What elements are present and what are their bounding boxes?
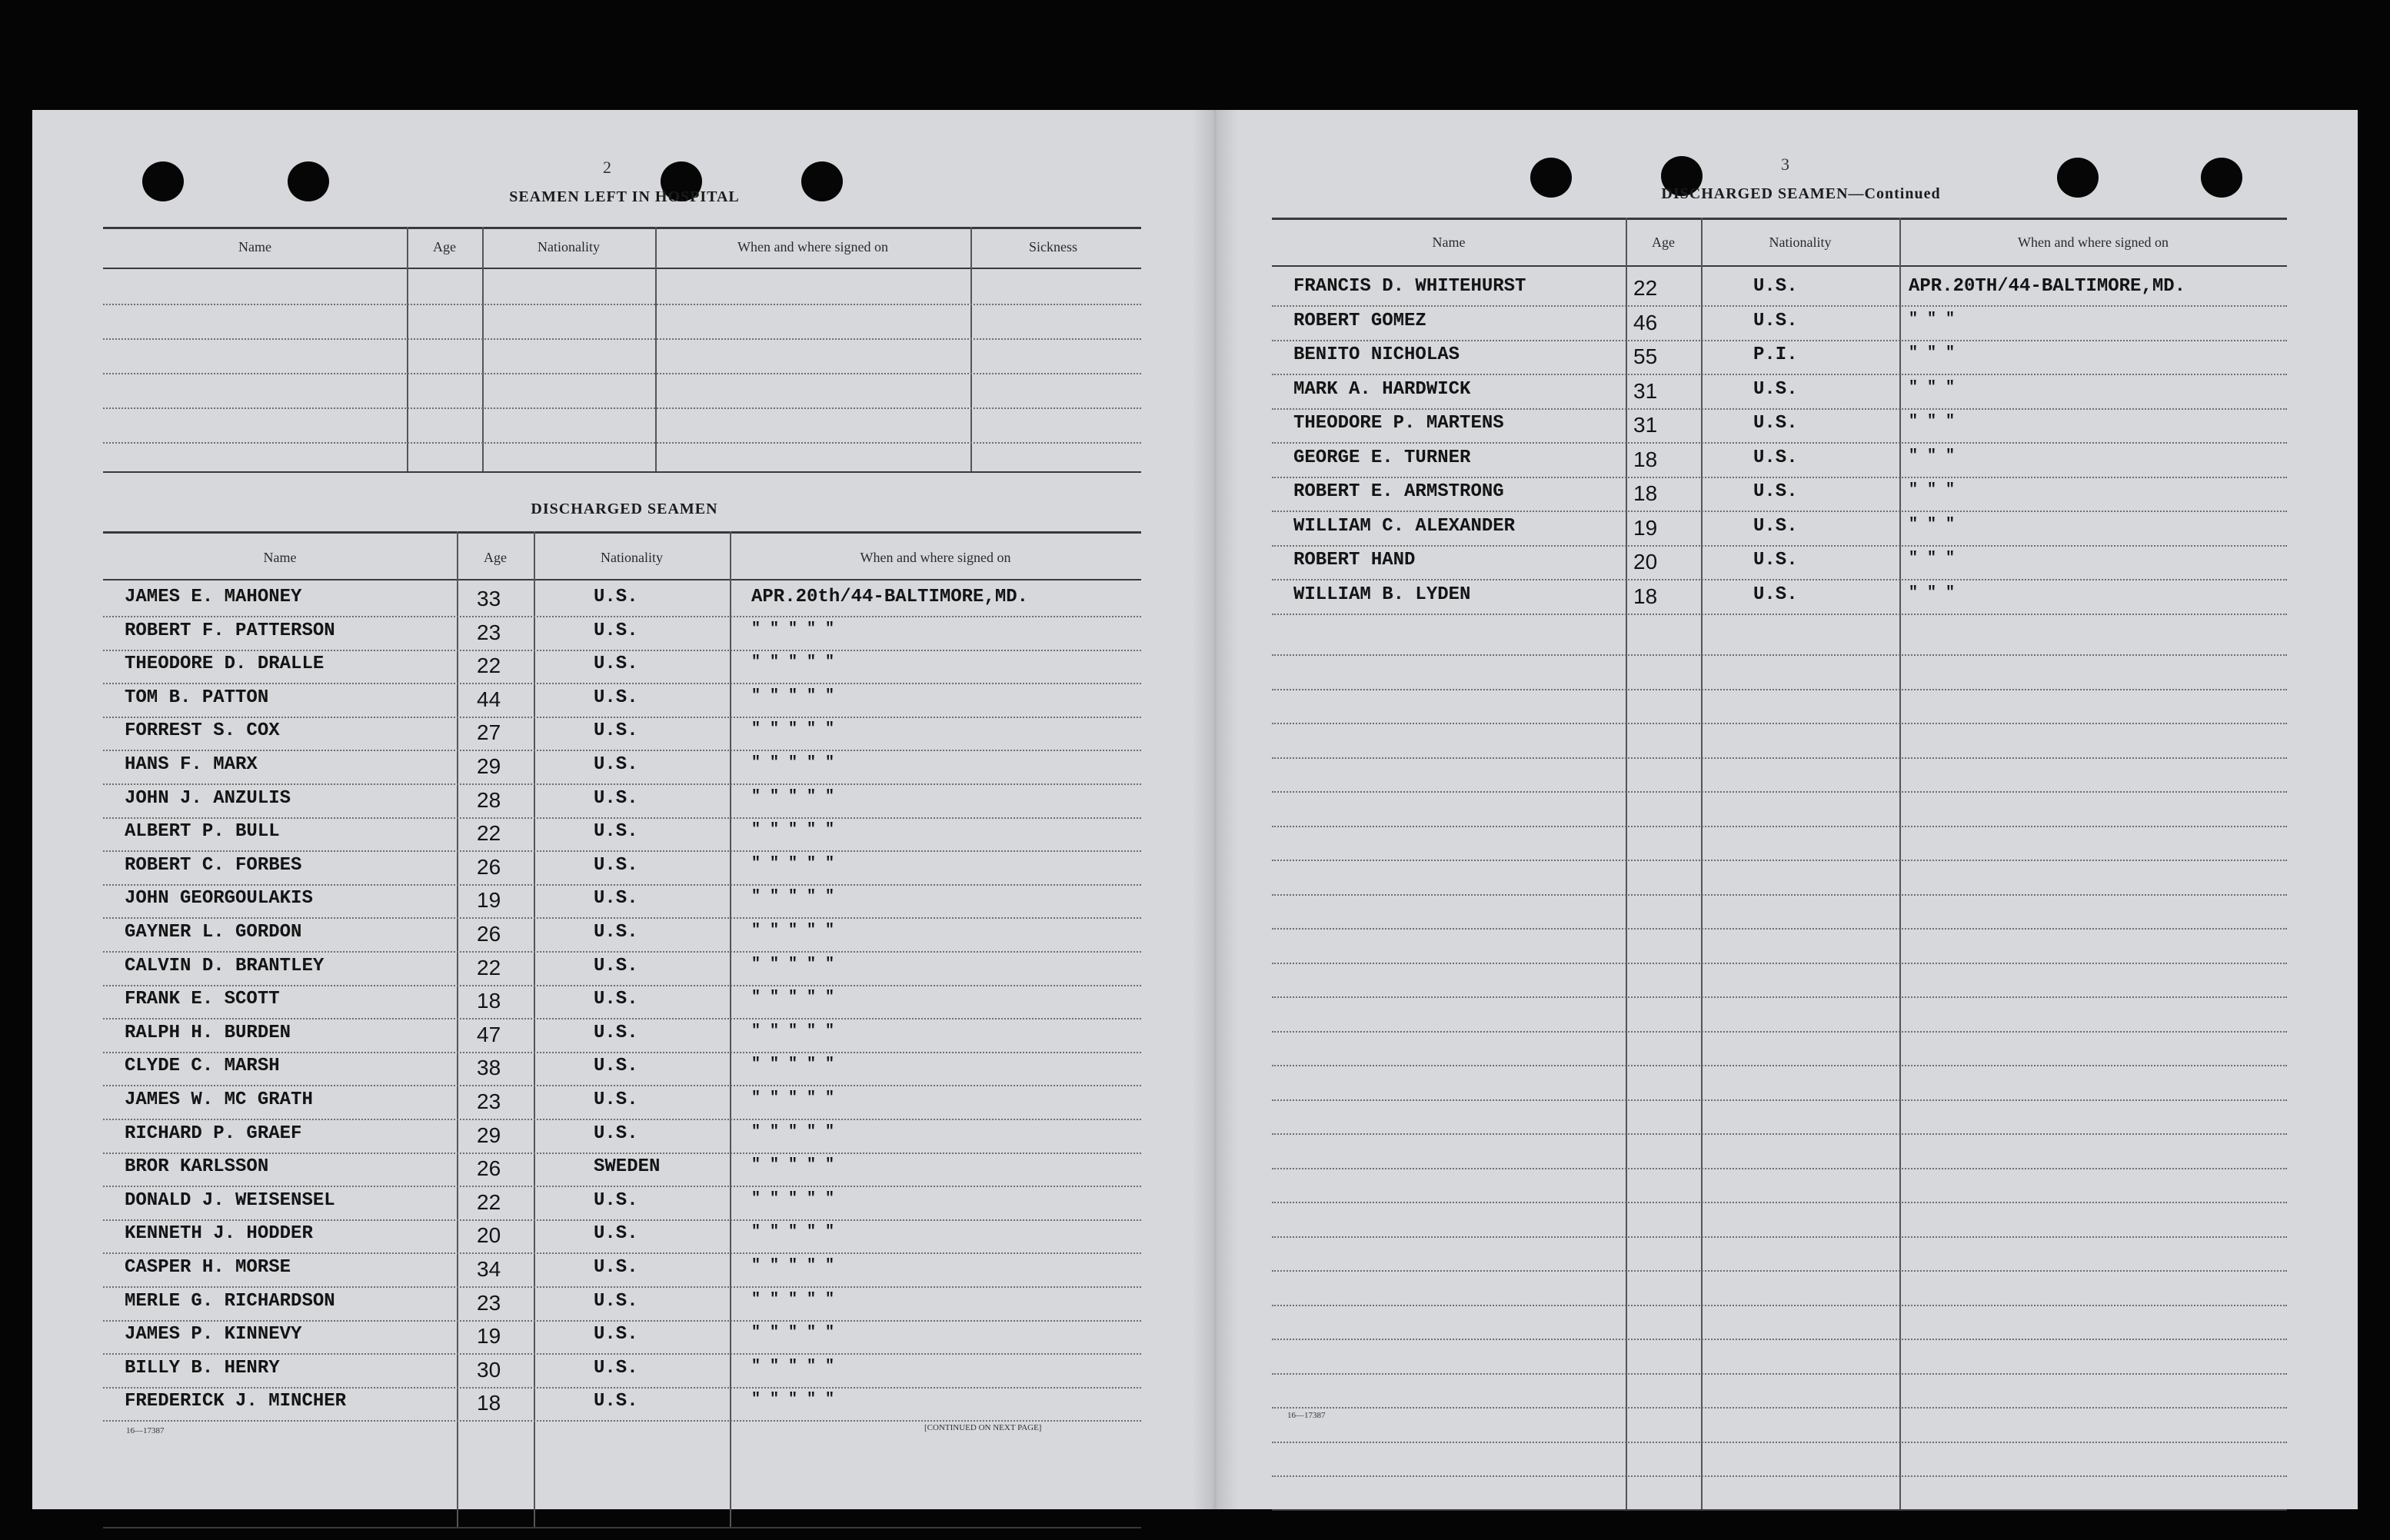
blank-row [1272, 1442, 2287, 1443]
seaman-nationality: U.S. [594, 587, 638, 607]
blank-row [1272, 1373, 2287, 1375]
seaman-age: 31 [1633, 413, 1658, 437]
signed-on: " " " " " [751, 1089, 835, 1107]
signed-on: " " " [1909, 447, 1956, 465]
signed-on: " " " " " [751, 922, 835, 940]
seaman-age: 22 [477, 1189, 501, 1214]
signed-on: " " " " " [751, 955, 835, 973]
seaman-age: 26 [477, 1156, 501, 1181]
seaman-nationality: U.S. [1753, 584, 1798, 605]
blank-row [1272, 826, 2287, 827]
seaman-nationality: U.S. [594, 787, 638, 809]
discharged-continued-title: DISCHARGED SEAMEN—Continued [1661, 185, 1941, 202]
discharged-section-title: DISCHARGED SEAMEN [531, 501, 718, 517]
column-divider [407, 227, 408, 471]
seaman-age: 44 [477, 687, 501, 711]
seaman-name: THEODORE P. MARTENS [1293, 413, 1504, 434]
seaman-nationality: U.S. [594, 854, 638, 876]
seaman-name: DONALD J. WEISENSEL [125, 1189, 335, 1211]
seaman-nationality: U.S. [594, 687, 638, 708]
seaman-age: 47 [477, 1022, 501, 1046]
blank-row [1272, 1305, 2287, 1306]
blank-row [1272, 1339, 2287, 1340]
blank-row [1272, 723, 2287, 724]
column-header-signed-on: When and where signed on [2018, 234, 2169, 250]
column-header-name: Name [238, 239, 271, 254]
seaman-name: FRANCIS D. WHITEHURST [1293, 276, 1526, 297]
table-row [1272, 614, 2287, 615]
seaman-age: 18 [477, 1391, 501, 1415]
signed-on: " " " [1909, 310, 1956, 328]
seaman-age: 20 [477, 1223, 501, 1248]
column-divider [1899, 218, 1901, 1509]
table-row [103, 917, 1141, 919]
header-rule [1272, 265, 2287, 267]
seaman-name: THEODORE D. DRALLE [125, 654, 325, 675]
seaman-nationality: U.S. [594, 1089, 638, 1110]
seaman-nationality: U.S. [594, 620, 638, 641]
form-number: 16—17387 [126, 1426, 165, 1435]
signed-on: " " " " " [751, 1189, 835, 1208]
seaman-name: CASPER H. MORSE [125, 1257, 291, 1278]
seaman-name: CALVIN D. BRANTLEY [125, 955, 325, 976]
signed-on: APR.20th/44-BALTIMORE,MD. [751, 587, 1029, 607]
table-row [103, 1219, 1141, 1221]
seaman-age: 19 [477, 888, 501, 913]
continued-note: [CONTINUED ON NEXT PAGE] [924, 1423, 1042, 1432]
table-row [103, 1320, 1141, 1322]
seaman-name: ROBERT HAND [1293, 550, 1416, 570]
seaman-nationality: U.S. [594, 1189, 638, 1211]
column-header-signed-on: When and where signed on [737, 239, 888, 254]
seaman-name: ALBERT P. BULL [125, 821, 280, 843]
seaman-name: WILLIAM C. ALEXANDER [1293, 515, 1516, 537]
seaman-name: HANS F. MARX [125, 754, 258, 775]
table-row [1272, 340, 2287, 341]
hospital-section-title: SEAMEN LEFT IN HOSPITAL [509, 188, 740, 205]
signed-on: " " " [1909, 550, 1956, 567]
signed-on: " " " " " [751, 1324, 835, 1342]
column-header-sickness: Sickness [1029, 239, 1077, 254]
table-top-rule [103, 531, 1141, 534]
signed-on: " " " " " [751, 1357, 835, 1375]
seaman-nationality: P.I. [1753, 344, 1798, 365]
signed-on: " " " " " [751, 989, 835, 1007]
signed-on: " " " " " [751, 1022, 835, 1040]
blank-row [1272, 963, 2287, 964]
form-number: 16—17387 [1287, 1411, 1326, 1420]
table-row [103, 1353, 1141, 1355]
table-row [103, 1387, 1141, 1389]
blank-row [1272, 1168, 2287, 1169]
entry-line [103, 373, 1141, 374]
seaman-name: RALPH H. BURDEN [125, 1022, 291, 1043]
signed-on: " " " " " [751, 787, 835, 806]
seaman-nationality: U.S. [594, 1257, 638, 1278]
seaman-name: CLYDE C. MARSH [125, 1056, 280, 1077]
signed-on: " " " [1909, 515, 1956, 534]
seaman-age: 22 [477, 955, 501, 980]
table-row [103, 1018, 1141, 1019]
seaman-name: FORREST S. COX [125, 720, 280, 742]
seaman-nationality: U.S. [594, 720, 638, 742]
seaman-age: 22 [477, 821, 501, 846]
seaman-age: 29 [477, 754, 501, 778]
seaman-nationality: U.S. [594, 1223, 638, 1245]
seaman-name: TOM B. PATTON [125, 687, 269, 708]
seaman-nationality: U.S. [1753, 276, 1798, 297]
signed-on: " " " " " [751, 1391, 835, 1409]
seaman-name: ROBERT C. FORBES [125, 854, 302, 876]
scanned-crew-list [32, 110, 2358, 1509]
column-divider [730, 531, 731, 1527]
seaman-name: GEORGE E. TURNER [1293, 447, 1471, 468]
signed-on: " " " " " [751, 754, 835, 772]
seaman-age: 28 [477, 787, 501, 812]
signed-on: " " " " " [751, 1123, 835, 1141]
table-row [103, 1286, 1141, 1288]
seaman-name: KENNETH J. HODDER [125, 1223, 313, 1245]
column-header-name: Name [263, 550, 297, 565]
seaman-age: 29 [477, 1123, 501, 1147]
seaman-nationality: U.S. [594, 754, 638, 775]
seaman-nationality: U.S. [594, 922, 638, 943]
seaman-nationality: U.S. [594, 1022, 638, 1043]
seaman-age: 27 [477, 720, 501, 745]
column-divider [1626, 218, 1627, 1509]
seaman-nationality: U.S. [1753, 481, 1798, 502]
signed-on: " " " " " [751, 1056, 835, 1074]
table-row [1272, 545, 2287, 547]
column-header-age: Age [484, 550, 507, 565]
punch-hole-icon [1530, 158, 1572, 198]
seaman-age: 18 [1633, 584, 1658, 608]
table-row [103, 850, 1141, 852]
table-row [103, 783, 1141, 785]
blank-row [1272, 1099, 2287, 1101]
signed-on: " " " " " [751, 687, 835, 705]
seaman-name: ROBERT E. ARMSTRONG [1293, 481, 1504, 502]
seaman-name: JAMES P. KINNEVY [125, 1324, 302, 1345]
signed-on: " " " " " [751, 821, 835, 840]
seaman-age: 38 [477, 1056, 501, 1080]
blank-row [1272, 860, 2287, 861]
signed-on: " " " [1909, 481, 1956, 499]
seaman-name: BENITO NICHOLAS [1293, 344, 1460, 365]
seaman-nationality: U.S. [1753, 310, 1798, 331]
table-row [1272, 408, 2287, 410]
table-row [103, 1420, 1141, 1422]
seaman-age: 19 [1633, 515, 1658, 540]
seaman-nationality: U.S. [1753, 447, 1798, 468]
blank-row [1272, 1407, 2287, 1409]
column-divider [970, 227, 972, 471]
seaman-nationality: U.S. [1753, 378, 1798, 400]
entry-line [103, 304, 1141, 305]
seaman-age: 18 [477, 989, 501, 1013]
blank-row [1272, 894, 2287, 896]
signed-on: " " " " " [751, 620, 835, 638]
blank-row [1272, 1236, 2287, 1238]
column-header-nationality: Nationality [601, 550, 663, 565]
blank-row [1272, 1065, 2287, 1066]
seaman-age: 23 [477, 1290, 501, 1315]
signed-on: " " " [1909, 344, 1956, 362]
seaman-name: FREDERICK J. MINCHER [125, 1391, 347, 1412]
header-rule [103, 579, 1141, 580]
seaman-nationality: U.S. [594, 654, 638, 675]
blank-row [1272, 791, 2287, 793]
column-divider [482, 227, 484, 471]
seaman-age: 31 [1633, 378, 1658, 403]
page-number: 3 [1781, 155, 1789, 174]
seaman-name: MARK A. HARDWICK [1293, 378, 1471, 400]
table-bottom-rule [103, 1527, 1141, 1528]
punch-hole-icon [2057, 158, 2099, 198]
seaman-age: 26 [477, 922, 501, 946]
seaman-age: 23 [477, 1089, 501, 1113]
signed-on: " " " " " [751, 854, 835, 873]
column-header-signed-on: When and where signed on [860, 550, 1011, 565]
seaman-nationality: U.S. [594, 1123, 638, 1144]
seaman-name: ROBERT F. PATTERSON [125, 620, 335, 641]
table-row [103, 650, 1141, 651]
seaman-nationality: U.S. [1753, 515, 1798, 537]
seaman-nationality: U.S. [594, 1324, 638, 1345]
seaman-age: 26 [477, 854, 501, 879]
seaman-nationality: U.S. [594, 955, 638, 976]
seaman-age: 30 [477, 1357, 501, 1382]
signed-on: " " " " " [751, 1257, 835, 1275]
blank-row [1272, 1270, 2287, 1272]
seaman-nationality: U.S. [594, 1056, 638, 1077]
seaman-name: BILLY B. HENRY [125, 1357, 280, 1379]
signed-on: " " " " " [751, 720, 835, 739]
page-fold [1192, 110, 1238, 1509]
table-row [103, 683, 1141, 684]
table-row [1272, 477, 2287, 478]
table-row [1272, 442, 2287, 444]
entry-line [103, 407, 1141, 409]
signed-on: " " " [1909, 378, 1956, 397]
column-divider [457, 531, 458, 1527]
signed-on: " " " [1909, 584, 1956, 602]
seaman-name: JOHN GEORGOULAKIS [125, 888, 313, 910]
seaman-name: MERLE G. RICHARDSON [125, 1290, 335, 1312]
page-number: 2 [603, 158, 611, 177]
entry-line [103, 442, 1141, 444]
seaman-age: 22 [477, 654, 501, 678]
column-divider [534, 531, 535, 1527]
blank-row [1272, 1202, 2287, 1203]
signed-on: " " " " " [751, 888, 835, 906]
blank-row [1272, 996, 2287, 998]
seaman-name: ROBERT GOMEZ [1293, 310, 1426, 331]
seaman-nationality: U.S. [594, 1290, 638, 1312]
table-row [1272, 305, 2287, 307]
seaman-nationality: U.S. [594, 888, 638, 910]
seaman-age: 22 [1633, 276, 1658, 300]
seaman-name: JOHN J. ANZULIS [125, 787, 291, 809]
table-row [103, 1052, 1141, 1053]
seaman-name: FRANK E. SCOTT [125, 989, 280, 1010]
seaman-nationality: U.S. [594, 1391, 638, 1412]
seaman-nationality: U.S. [1753, 413, 1798, 434]
punch-hole-icon [142, 161, 184, 201]
table-row [103, 717, 1141, 718]
entry-line [103, 338, 1141, 340]
column-header-name: Name [1432, 234, 1466, 250]
blank-row [1272, 928, 2287, 930]
column-header-nationality: Nationality [538, 239, 600, 254]
table-row [103, 750, 1141, 751]
table-row [103, 1186, 1141, 1187]
signed-on: " " " " " [751, 1156, 835, 1175]
seaman-nationality: U.S. [594, 821, 638, 843]
seaman-age: 46 [1633, 310, 1658, 334]
table-row [103, 1153, 1141, 1154]
column-header-age: Age [1652, 234, 1675, 250]
blank-row [1272, 757, 2287, 759]
table-row [103, 884, 1141, 886]
table-row [103, 1252, 1141, 1254]
table-row [1272, 511, 2287, 512]
seaman-age: 19 [477, 1324, 501, 1349]
seaman-age: 55 [1633, 344, 1658, 368]
table-row [103, 985, 1141, 986]
blank-row [1272, 1133, 2287, 1135]
seaman-age: 18 [1633, 447, 1658, 471]
signed-on: " " " [1909, 413, 1956, 431]
table-row [103, 1119, 1141, 1120]
table-bottom-rule [1272, 1509, 2287, 1511]
header-rule [103, 268, 1141, 269]
punch-hole-icon [2201, 158, 2242, 198]
table-row [1272, 374, 2287, 375]
seaman-age: 23 [477, 620, 501, 644]
column-divider [1701, 218, 1703, 1509]
seaman-nationality: SWEDEN [594, 1156, 661, 1178]
seaman-nationality: U.S. [594, 989, 638, 1010]
seaman-name: JAMES E. MAHONEY [125, 587, 302, 607]
seaman-age: 33 [477, 587, 501, 610]
blank-row [1272, 654, 2287, 656]
column-divider [655, 227, 657, 471]
signed-on: " " " " " [751, 1290, 835, 1309]
table-row [103, 1085, 1141, 1086]
seaman-nationality: U.S. [594, 1357, 638, 1379]
table-top-rule [1272, 218, 2287, 220]
seaman-age: 18 [1633, 481, 1658, 505]
table-row [103, 951, 1141, 953]
seaman-age: 34 [477, 1257, 501, 1281]
blank-row [1272, 689, 2287, 690]
table-row [1272, 579, 2287, 580]
signed-on: APR.20TH/44-BALTIMORE,MD. [1909, 276, 2186, 297]
seaman-name: WILLIAM B. LYDEN [1293, 584, 1471, 605]
signed-on: " " " " " [751, 654, 835, 672]
blank-row [1272, 1475, 2287, 1477]
blank-row [1272, 1031, 2287, 1033]
table-row [103, 817, 1141, 819]
seaman-nationality: U.S. [1753, 550, 1798, 570]
punch-hole-icon [801, 161, 843, 201]
signed-on: " " " " " [751, 1223, 835, 1242]
seaman-name: RICHARD P. GRAEF [125, 1123, 302, 1144]
table-bottom-rule [103, 471, 1141, 473]
seaman-name: BROR KARLSSON [125, 1156, 269, 1178]
table-top-rule [103, 227, 1141, 229]
seaman-name: JAMES W. MC GRATH [125, 1089, 313, 1110]
column-header-age: Age [433, 239, 456, 254]
punch-hole-icon [288, 161, 329, 201]
seaman-name: GAYNER L. GORDON [125, 922, 302, 943]
column-header-nationality: Nationality [1769, 234, 1832, 250]
table-row [103, 616, 1141, 617]
seaman-age: 20 [1633, 550, 1658, 574]
